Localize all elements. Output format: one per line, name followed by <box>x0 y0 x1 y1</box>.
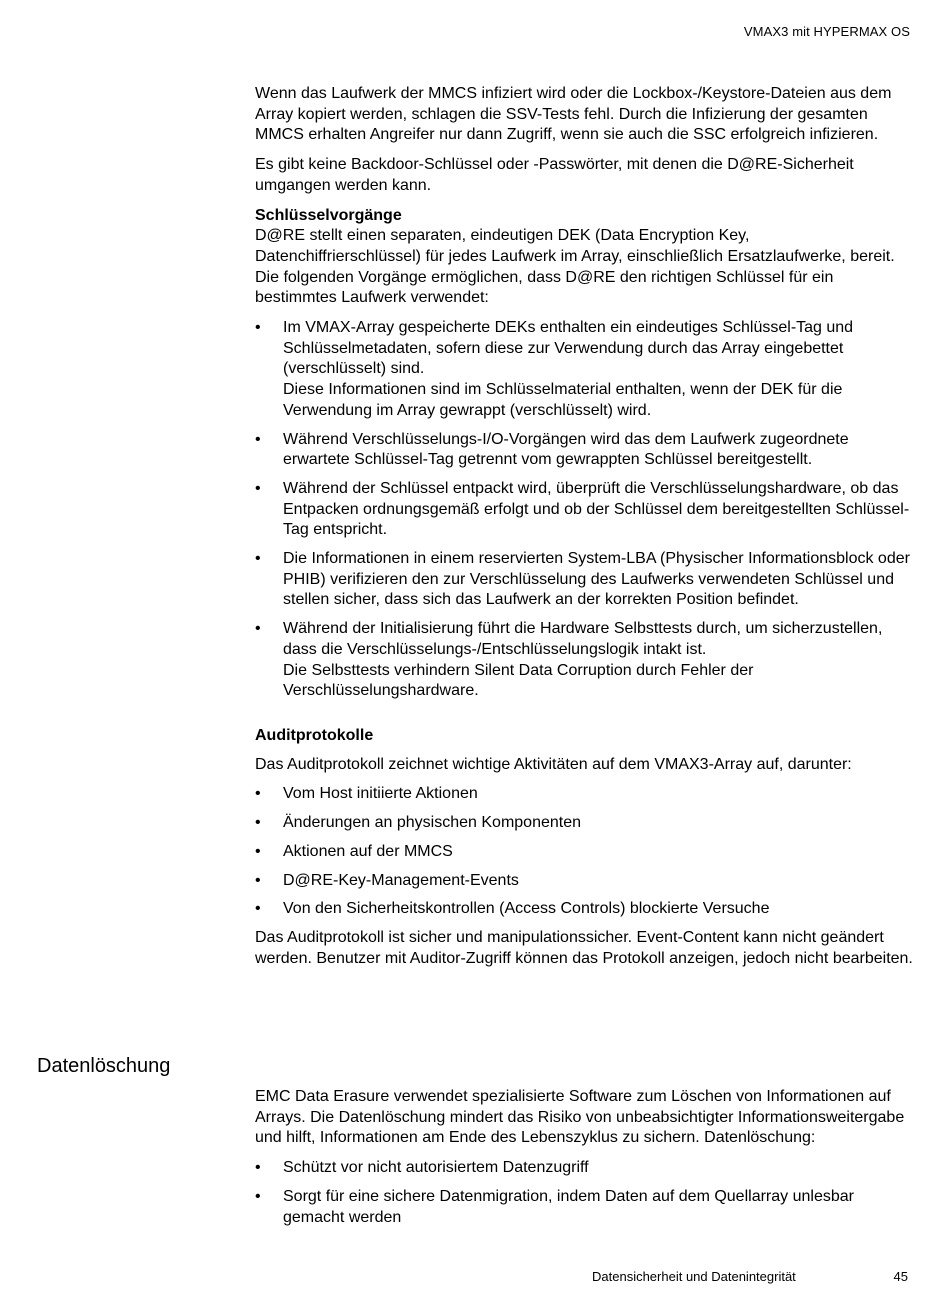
list-item: • D@RE-Key-Management-Events <box>255 871 915 892</box>
list-item <box>255 318 915 422</box>
list-item: • Schützt vor nicht autorisiertem Datenzugriff <box>255 1158 915 1179</box>
list-item-subtext: Die Selbsttests verhindern Silent Data Corruption durch Fehler der Verschlüsselungshardware. <box>283 661 754 700</box>
page-number: 45 <box>893 1269 908 1284</box>
list-erasure-benefits <box>255 1158 915 1228</box>
paragraph-mmcs-infection: Wenn das Laufwerk der MMCS infiziert wird oder die Lockbox-/Keystore-Dateien aus dem Array kopiert werden, schlagen die SSV-Tests fehl. Durch die Infizierung der gesamten MMCS erhalten Angreifer nur dann Zugriff, wenn sie auch die SSC erfolgreich infizieren. <box>255 85 892 144</box>
heading-key-operations: Schlüsselvorgänge <box>255 206 402 224</box>
list-item-subtext: Diese Informationen sind im Schlüsselmaterial enthalten, wenn der DEK für die Verwendung im Array gewrappt (verschlüsselt) wird. <box>283 381 843 419</box>
section-title-data-erasure: Datenlöschung <box>37 1055 171 1077</box>
running-header: VMAX3 mit HYPERMAX OS <box>743 24 910 39</box>
paragraph-audit-outro: Das Auditprotokoll ist sicher und manipulationssicher. Event-Content kann nicht geändert werden. Benutzer mit Auditor-Zugriff können das Protokoll anzeigen, jedoch nicht bearbeiten. <box>255 928 913 967</box>
list-item-text: Im VMAX-Array gespeicherte DEKs enthalten ein eindeutiges Schlüssel-Tag und Schlüsselmetadaten, sofern diese zur Verwendung durch das Array eingebettet (verschlüsselt) sind. <box>283 319 854 378</box>
list-key-operations <box>255 318 915 702</box>
list-item-text: Während der Schlüssel entpackt wird, überprüft die Verschlüsselungshardware, ob das Entpacken ordnungsgemäß erfolgt und ob der Schlüssel dem bereitgestellten Schlüssel-Tag entspricht. <box>283 479 910 539</box>
list-item-text: Die Informationen in einem reservierten System-LBA (Physischer Informationsblock oder PHIB) verifizieren den zur Verschlüsselung des Laufwerks verwendeten Schlüssel und stellen sicher, dass sich das Laufwerk an der korrekten Position befindet. <box>283 550 910 609</box>
list-item-text: Während der Initialisierung führt die Hardware Selbsttests durch, um sicherzustellen, dass die Verschlüsselungs-/Entschlüsselungslogik intakt ist. <box>283 620 883 658</box>
paragraph-key-operations-intro: D@RE stellt einen separaten, eindeutigen DEK (Data Encryption Key, Datenchiffrierschlüssel) für jedes Laufwerk im Array, einschließlich Ersatzlaufwerke, bereit. Die folgenden Vorgänge ermöglichen, dass D@RE den richtigen Schlüssel für ein bestimmtes Laufwerk verwendet: <box>255 227 895 307</box>
list-audit-activities <box>255 784 915 920</box>
paragraph-erasure-intro: EMC Data Erasure verwendet spezialisierte Software zum Löschen von Informationen auf Arrays. Die Datenlöschung mindert das Risiko von unbeabsichtigter Informationsweitergabe und hilft, Informationen am Ende des Lebenszyklus zu sichern. Datenlöschung: <box>255 1088 905 1147</box>
heading-audit-logs: Auditprotokolle <box>255 726 374 744</box>
list-item: • Änderungen an physischen Komponenten <box>255 813 915 834</box>
list-item: • Aktionen auf der MMCS <box>255 842 915 863</box>
list-item: • Von den Sicherheitskontrollen (Access Controls) blockierte Versuche <box>255 899 915 920</box>
list-item <box>255 430 915 471</box>
list-item: • Sorgt für eine sichere Datenmigration, indem Daten auf dem Quellarray unlesbar gemacht werden <box>255 1187 915 1228</box>
main-text-column <box>255 84 915 978</box>
list-item-text: Während Verschlüsselungs-I/O-Vorgängen wird das dem Laufwerk zugeordnete erwartete Schlüssel-Tag getrennt vom gewrappten Schlüssel bereitgestellt. <box>283 430 849 469</box>
list-item <box>255 619 915 702</box>
paragraph-audit-intro: Das Auditprotokoll zeichnet wichtige Aktivitäten auf dem VMAX3-Array auf, darunter: <box>255 755 852 773</box>
list-item <box>255 479 915 541</box>
footer-section-title: Datensicherheit und Datenintegrität <box>592 1269 796 1284</box>
list-item: • Vom Host initiierte Aktionen <box>255 784 915 805</box>
paragraph-no-backdoor: Es gibt keine Backdoor-Schlüssel oder -Passwörter, mit denen die D@RE-Sicherheit umgangen werden kann. <box>255 156 854 194</box>
erasure-text-column <box>255 1087 915 1236</box>
list-item <box>255 549 915 611</box>
